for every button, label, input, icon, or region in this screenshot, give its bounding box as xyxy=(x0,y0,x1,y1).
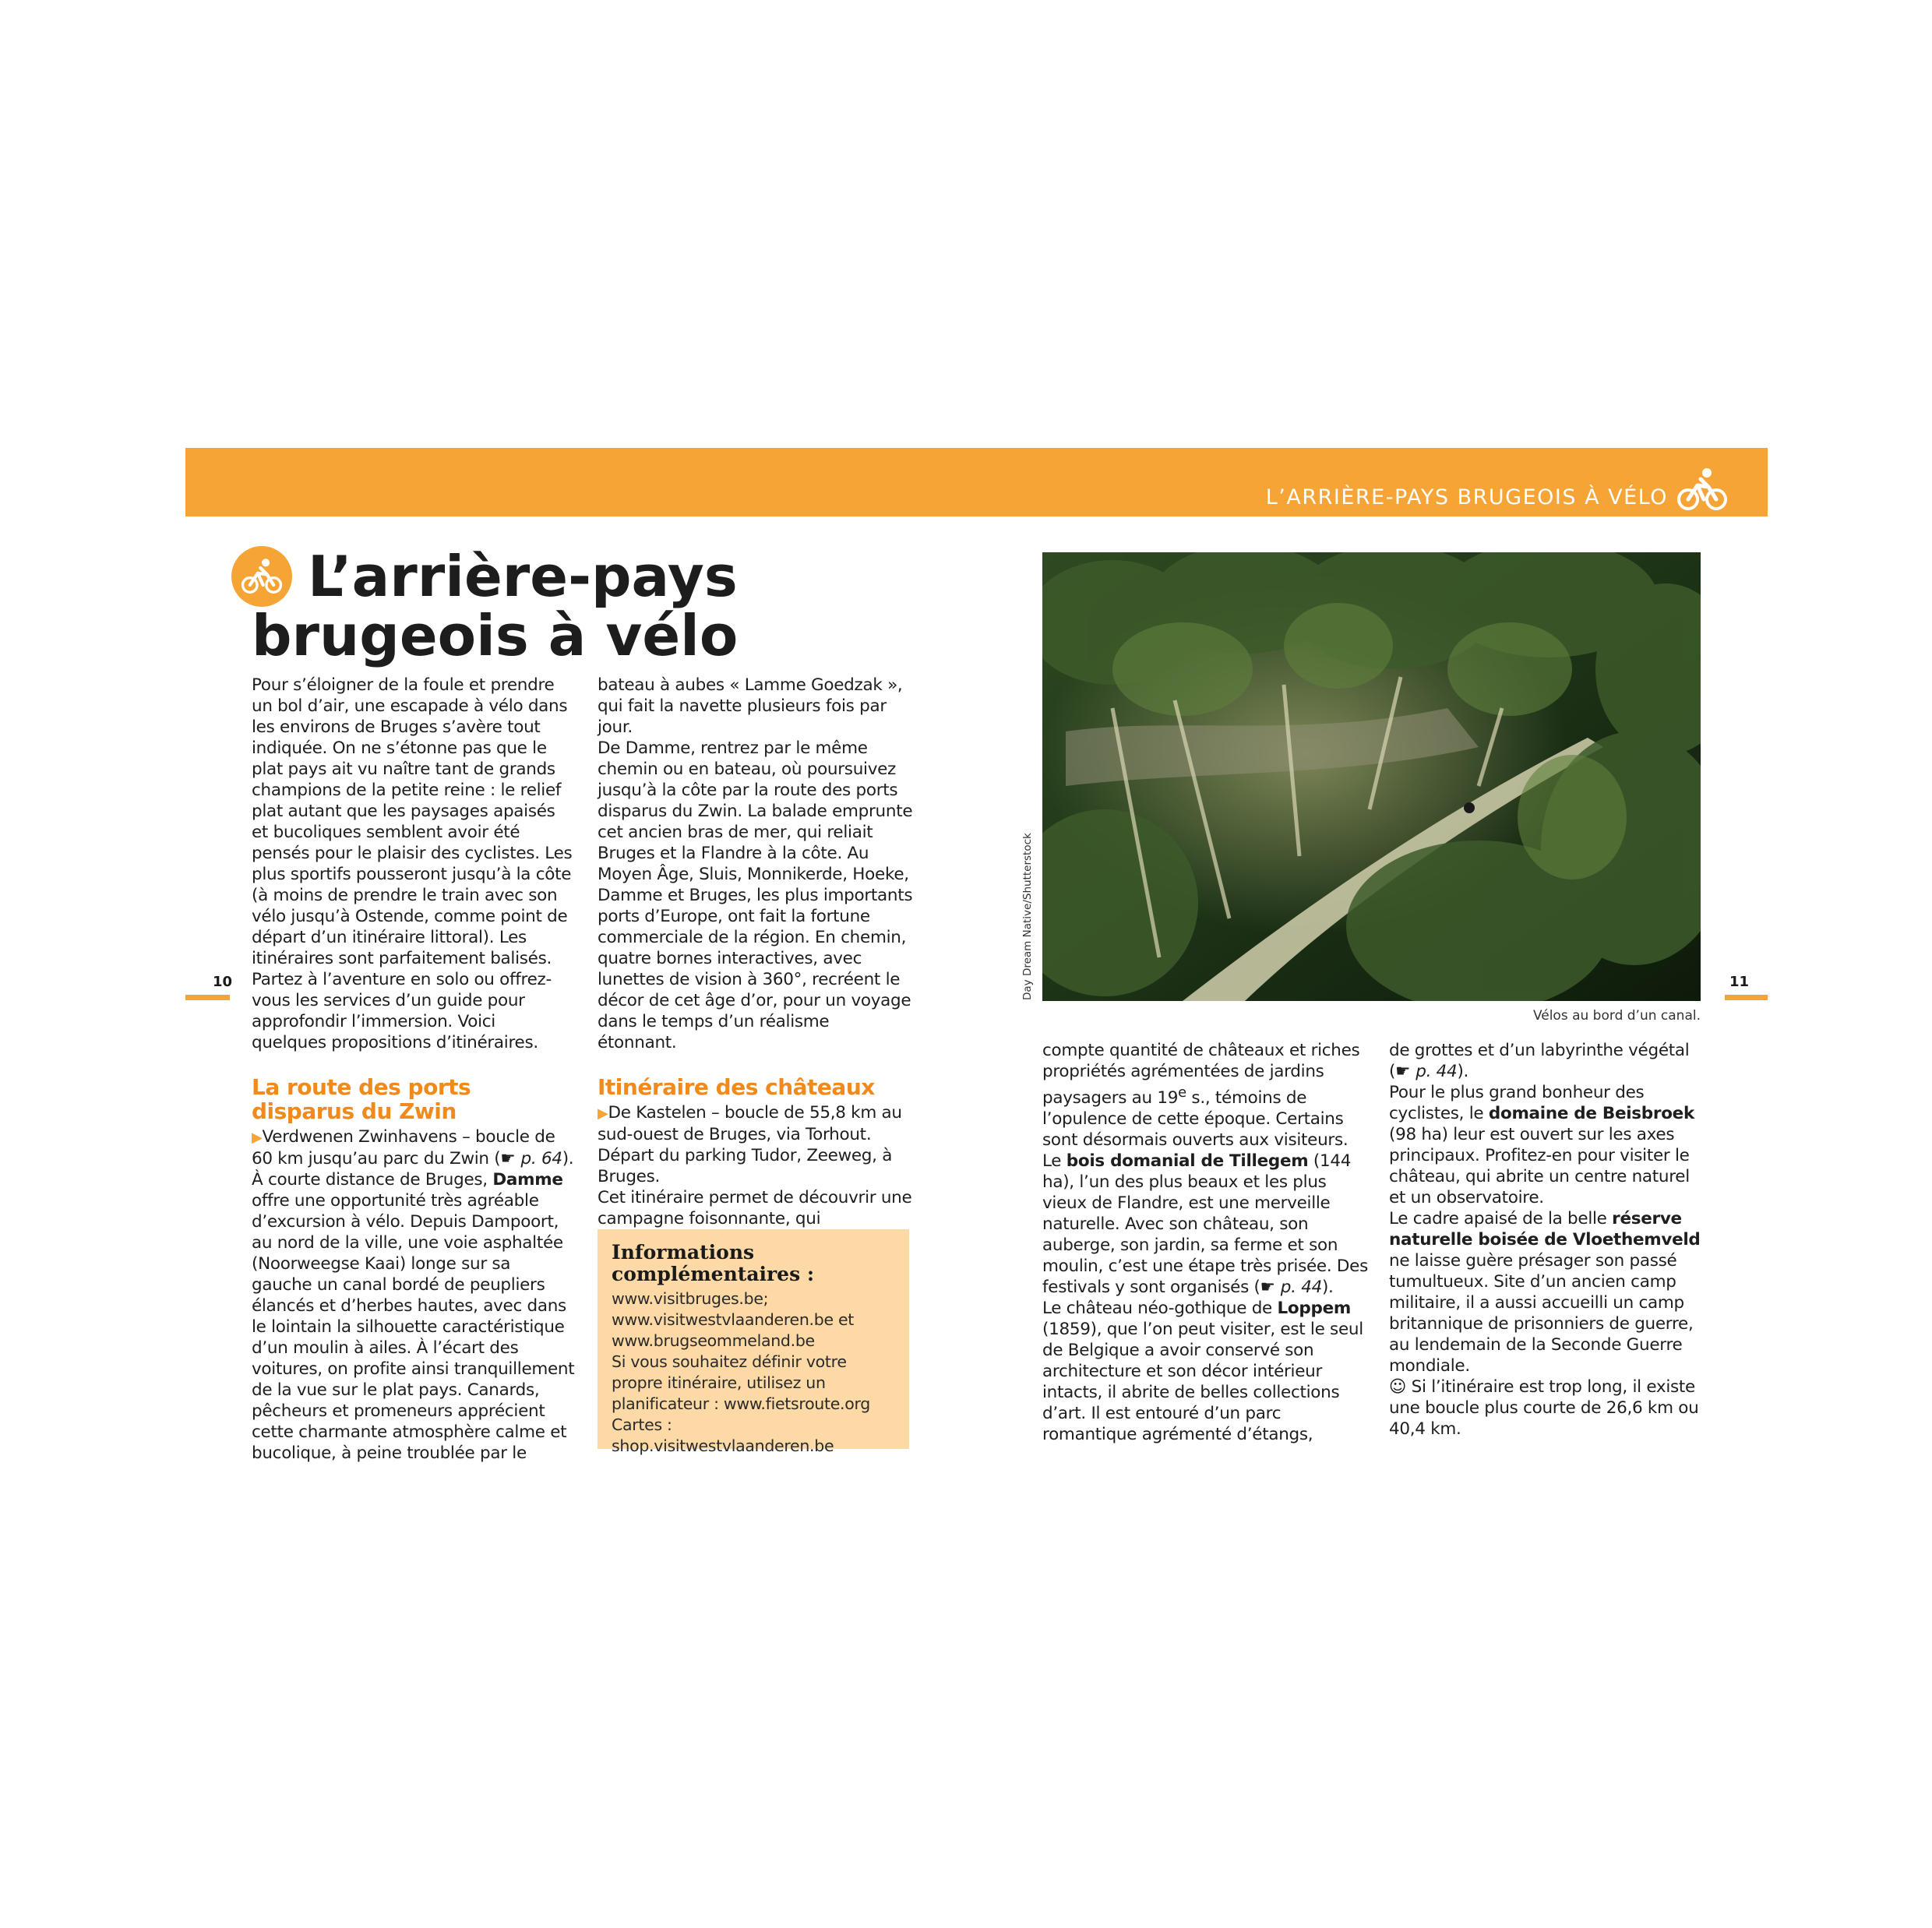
tillegem-paragraph: Le bois domanial de Tillegem (144 ha), l’un des plus beaux et les plus vieux de Flandre, est une merveille naturelle. Avec son château, son auberge, son jardin, sa ferme et son moulin, c’est une étape très prisée. Des festivals y sont organisés (☛ p. 44). xyxy=(1042,1151,1369,1298)
loppem-paragraph: Le château néo-gothique de Loppem (1859), que l’on peut visiter, est le seul de Belgique a avoir conservé son architecture et son décor intérieur intacts, il abrite de belles collections d’art. Il est entouré d’un parc romantique agrémenté d’étangs, xyxy=(1042,1299,1363,1445)
boat-paragraph: bateau à aubes « Lamme Goedzak », qui fait la navette plusieurs fois par jour. xyxy=(598,675,903,737)
photo-credit: Day Dream Native/Shutterstock xyxy=(1021,833,1034,1000)
arrow-icon: ▶ xyxy=(252,1130,263,1146)
intro-paragraph: Pour s’éloigner de la foule et prendre un bol d’air, une escapade à vélo dans les environs de Bruges s’avère tout indiquée. On ne s’étonne pas que le plat pays ait vu naître tant de grands champions de la petite reine : le relief plat autant que les paysages apaisés et bucoliques semblent avoir été pensés pour le plaisir des cyclistes. Les plus sportifs pousseront jusqu’à la côte (à moins de prendre le train avec son vélo jusqu’à Ostende, comme point de départ d’un itinéraire littoral). Les itinéraires sont parfaitement balisés. Partez à l’aventure en solo ou offrez-vous les services d’un guide pour approfondir l’immersion. Voici quelques propositions d’itinéraires. xyxy=(252,675,573,1052)
photo-caption: Vélos au bord d’un canal. xyxy=(1532,1008,1701,1024)
page-ref-icon: ☛ xyxy=(500,1149,521,1168)
vloethemveld-paragraph: Le cadre apaisé de la belle réserve naturelle boisée de Vloethemveld ne laisse guère présager son passé tumultueux. Site d’un ancien camp militaire, il a aussi accueilli un camp britannique de prisonniers de guerre, au lendemain de la Seconde Guerre mondiale. xyxy=(1389,1209,1701,1376)
beisbroek-paragraph: Pour le plus grand bonheur des cyclistes, le domaine de Beisbroek (98 ha) leur est ouvert sur les axes principaux. Profitez-en pour visiter le château, qui abrite un centre naturel et un observatoire. xyxy=(1389,1083,1694,1207)
planner-note: Si vous souhaitez définir votre propre itinéraire, utilisez un planificateur : www.fietsroute.org xyxy=(612,1352,870,1413)
zwin-route-paragraph: De Damme, rentrez par le même chemin ou en bateau, où poursuivez jusqu’à la côte par la route des ports disparus du Zwin. La balade emprunte cet ancien bras de mer, qui reliait Bruges et la Flandre à la côte. Au Moyen Âge, Sluis, Monnikerde, Hoeke, Damme et Bruges, les plus importants ports d’Europe, ont fait la fortune commerciale de la région. En chemin, quatre bornes interactives, avec lunettes de vision à 360°, recréent le décor de cet âge d’or, pour un voyage dans le temps d’un réalisme étonnant. xyxy=(598,738,913,1052)
chateaux-paragraph: Cet itinéraire permet de découvrir une campagne foisonnante, qui xyxy=(598,1188,912,1228)
route-chateaux: ▶De Kastelen – boucle de 55,8 km au sud-ouest de Bruges, via Torhout. Départ du parking Tudor, Zeeweg, à Bruges. xyxy=(598,1103,902,1186)
page-number-rule-right xyxy=(1725,995,1768,1000)
cyclist-icon xyxy=(1677,467,1727,512)
damme-paragraph: À courte distance de Bruges, Damme offre une opportunité très agréable d’excursion à vélo. Depuis Dampoort, au nord de la ville, une voie asphaltée (Noorweegse Kaai) longe sur sa gauche un canal bordé de peupliers élancés et d’herbes hautes, avec dans le lointain la silhouette caractéristique d’un moulin à ailes. À l’écart des voitures, on profite ainsi tranquillement de la vue sur le plat pays. Canards, pêcheurs et promeneurs apprécient cette charmante atmosphère calme et bucolique, à peine troublée par le xyxy=(252,1170,575,1463)
page-number-rule-left xyxy=(185,995,230,1000)
link-visitwestvlaanderen[interactable]: www.visitwestvlaanderen.be et xyxy=(612,1310,855,1329)
text-column-1 xyxy=(252,675,575,1464)
text-column-4 xyxy=(1389,1040,1708,1440)
canal-photo xyxy=(1042,552,1701,1001)
subhead-zwin: La route des ports disparus du Zwin xyxy=(252,1074,471,1124)
info-box xyxy=(598,1229,909,1455)
page-title: L’arrière-pays brugeois à vélo xyxy=(252,544,739,668)
page-ref-icon: ☛ xyxy=(1260,1278,1281,1298)
chateaux-intro: compte quantité de châteaux et riches propriétés agrémentées de jardins paysagers au 19e s., témoins de l’opulence de cette époque. Certains sont désormais ouverts aux visiteurs. xyxy=(1042,1041,1360,1151)
grottes-paragraph: de grottes et d’un labyrinthe végétal (☛ p. 44). xyxy=(1389,1041,1690,1081)
arrow-icon: ▶ xyxy=(598,1105,608,1122)
link-visitbruges[interactable]: www.visitbruges.be; xyxy=(612,1289,769,1308)
page-number-right: 11 xyxy=(1729,974,1750,990)
info-box-title: Informations complémentaires : xyxy=(612,1241,815,1285)
subhead-chateaux: Itinéraire des châteaux xyxy=(598,1074,875,1100)
running-title: L’ARRIÈRE-PAYS BRUGEOIS À VÉLO xyxy=(1265,485,1668,509)
page-ref-icon: ☛ xyxy=(1395,1062,1416,1081)
link-brugseommeland[interactable]: www.brugseommeland.be xyxy=(612,1331,815,1350)
maps-note: Cartes : shop.visitwestvlaanderen.be xyxy=(612,1415,834,1455)
tip-icon: ☺ xyxy=(1389,1377,1412,1397)
text-column-3 xyxy=(1042,1040,1370,1445)
route-zwin: ▶Verdwenen Zwinhavens – boucle de 60 km jusqu’au parc du Zwin (☛ p. 64). xyxy=(252,1127,574,1168)
tip-paragraph: ☺ Si l’itinéraire est trop long, il existe une boucle plus courte de 26,6 km ou 40,4 km. xyxy=(1389,1377,1699,1439)
page-number-left: 10 xyxy=(213,974,233,990)
text-column-2 xyxy=(598,675,913,1229)
canal-photo-image xyxy=(1042,552,1701,1001)
running-header xyxy=(185,448,1768,516)
